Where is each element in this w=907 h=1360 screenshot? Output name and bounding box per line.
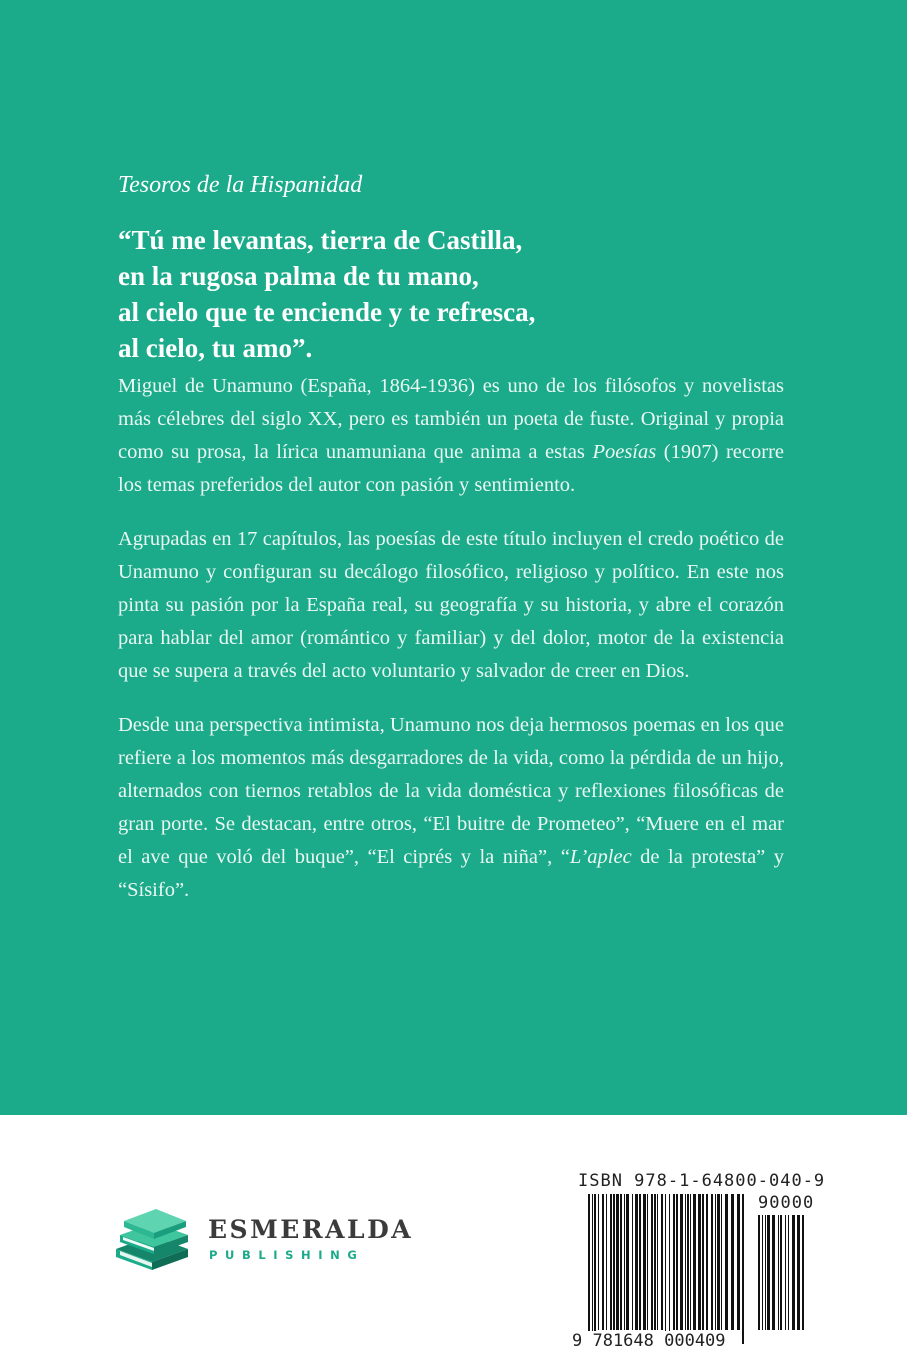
barcode-bar (673, 1194, 675, 1330)
ean13-bars (588, 1194, 744, 1344)
publisher-subtitle: PUBLISHING (209, 1248, 365, 1262)
text-run: Desde una perspectiva intimista, Unamuno nos deja hermosos poemas en los que refiere a los momentos más desgarradores de la vida, como la pérdida de un hijo, alternados con tiernos retablos de la vida doméstica y reflexiones filosóficas de gran porte. Se destacan, entre otros, “El buitre de Prometeo”, “Muere en el mar el ave que voló del buque”, “El ciprés y la niña”, “ (118, 714, 784, 868)
quote-line: al cielo, tu amo”. (118, 333, 313, 363)
barcode-bar (785, 1215, 786, 1330)
stacked-books-icon (112, 1205, 192, 1275)
barcode-bar (606, 1194, 607, 1330)
synopsis-paragraph-3 (118, 709, 784, 907)
synopsis-paragraph-1 (118, 370, 784, 502)
italic-title: Poesías (592, 441, 657, 463)
barcode-bar (632, 1194, 633, 1330)
barcode-bar (715, 1194, 716, 1330)
price-code: 90000 (758, 1193, 815, 1213)
barcode-bar (802, 1215, 804, 1330)
isbn-barcode (572, 1168, 826, 1353)
barcode-bar (680, 1194, 683, 1330)
barcode-bar (725, 1194, 728, 1330)
quote-line: al cielo que te enciende y te refresca, (118, 297, 536, 327)
barcode-bar (654, 1194, 656, 1330)
epigraph-quote (118, 222, 798, 366)
text-run: Miguel de Unamuno (España, 1864-1936) es uno de los filósofos y novelistas más célebres del siglo XX, pero es también un poeta de fuste. Original y propia como su prosa, la lírica unamuniana que anima a estas (118, 375, 784, 463)
barcode-bar (598, 1194, 599, 1330)
barcode-bar (717, 1194, 720, 1330)
barcode-bar (702, 1194, 704, 1330)
barcode-bar (778, 1215, 779, 1330)
barcode-bar (635, 1194, 638, 1330)
barcode-bar (792, 1215, 795, 1330)
barcode-bar (657, 1194, 658, 1330)
barcode-bar (669, 1194, 670, 1344)
barcode-bar (624, 1194, 625, 1330)
barcode-bar (610, 1194, 612, 1330)
barcode-bar (721, 1194, 722, 1330)
barcode-bar (698, 1194, 701, 1330)
barcode-bar (742, 1194, 744, 1344)
barcode-bar (706, 1194, 708, 1330)
barcode-bar (665, 1194, 666, 1344)
barcode-bar (772, 1215, 775, 1330)
barcode-bar (731, 1194, 734, 1330)
barcode-bar (676, 1194, 678, 1330)
barcode-bar (780, 1215, 782, 1330)
barcode-bar (620, 1194, 622, 1330)
quote-line: en la rugosa palma de tu mano, (118, 261, 479, 291)
barcode-bar (765, 1215, 766, 1330)
barcode-bar (685, 1194, 686, 1330)
barcode-bar (767, 1215, 770, 1330)
barcode-bar (613, 1194, 615, 1330)
italic-title: L’aplec (569, 846, 632, 868)
publisher-logo (112, 1205, 412, 1285)
barcode-bar (594, 1194, 596, 1344)
quote-line: “Tú me levantas, tierra de Castilla, (118, 225, 523, 255)
barcode-bar (737, 1194, 740, 1330)
barcode-bar (639, 1194, 641, 1330)
barcode-bar (616, 1194, 619, 1330)
barcode-bar (762, 1215, 763, 1330)
barcode-bar (797, 1215, 800, 1330)
publisher-name: ESMERALDA (208, 1215, 414, 1244)
synopsis (118, 370, 784, 928)
barcode-bar (693, 1194, 696, 1330)
barcode-bar (592, 1194, 593, 1344)
barcode-bar (651, 1194, 653, 1330)
text-run: (1907) recorre los temas preferidos del autor con pasión y sentimiento. (118, 441, 784, 496)
barcode-bar (687, 1194, 689, 1330)
series-title: Tesoros de la Hispanidad (118, 172, 363, 198)
barcode-bar (647, 1194, 648, 1330)
barcode-bar (661, 1194, 663, 1330)
barcode-bar (588, 1194, 590, 1344)
isbn-label: ISBN 978-1-64800-040-9 (578, 1171, 826, 1191)
barcode-bar (788, 1215, 789, 1330)
barcode-bar (626, 1194, 629, 1330)
barcode-bar (602, 1194, 604, 1330)
barcode-bar (690, 1194, 691, 1330)
text-run: de la protesta” y “Sísifo”. (118, 846, 784, 901)
barcode-bar (643, 1194, 646, 1330)
synopsis-paragraph-2: Agrupadas en 17 capítulos, las poesías de este título incluyen el credo poético de Unamuno y configuran su decálogo filosófico, religioso y político. En este nos pinta su pasión por la España real, su geografía y su historia, y abre el corazón para hablar del amor (romántico y familiar) y del dolor, motor de la existencia que se supera a través del acto voluntario y salvador de creer en Dios. (118, 528, 784, 682)
ean-digits: 9 781648 000409 (572, 1331, 726, 1351)
barcode-bar (711, 1194, 713, 1330)
price-addon-bars (758, 1215, 806, 1344)
barcode-bar (758, 1215, 760, 1330)
